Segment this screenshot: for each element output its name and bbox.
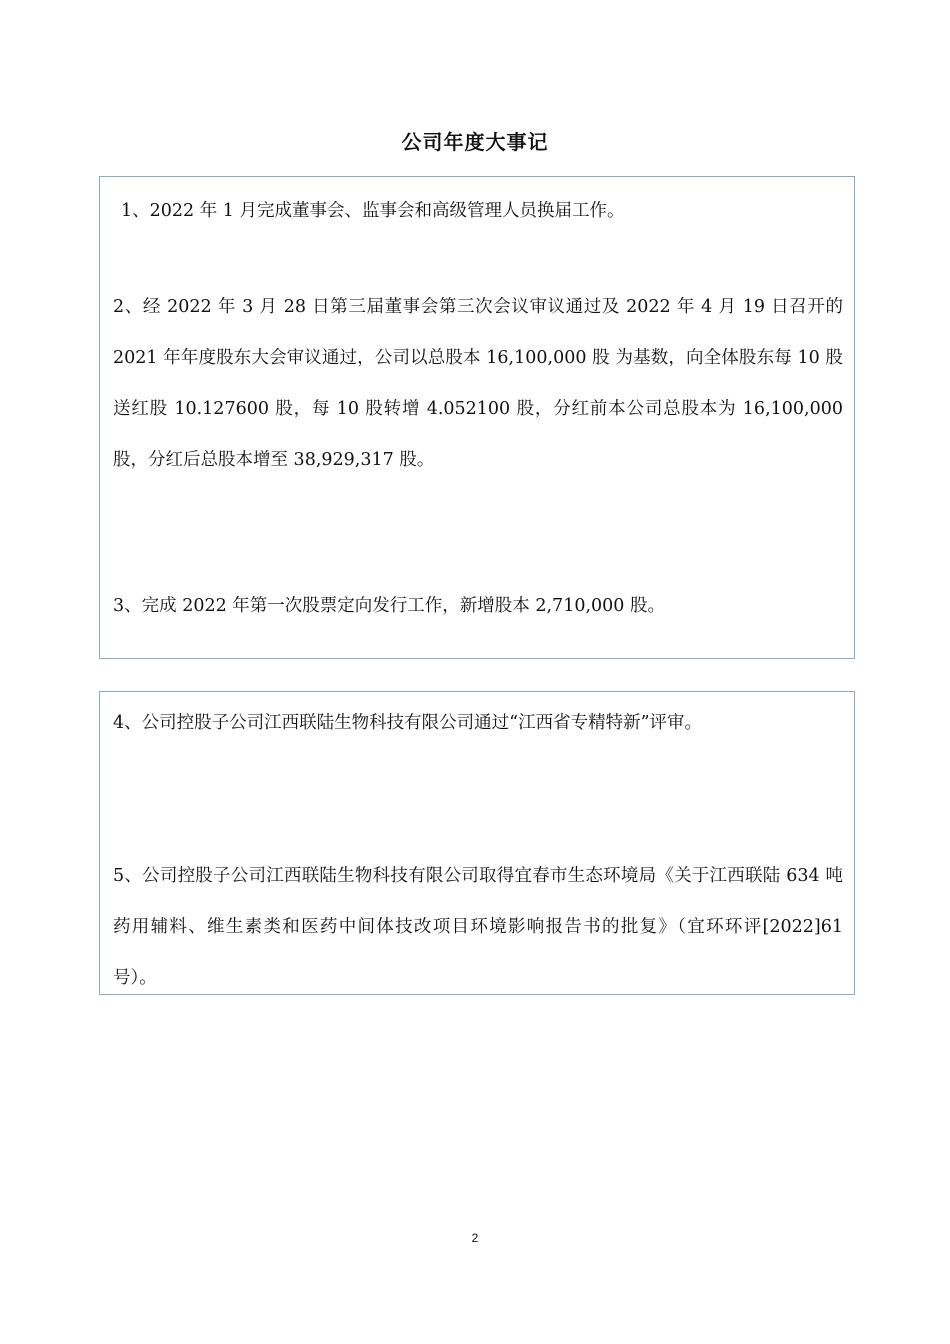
event-item-4: 4、公司控股子公司江西联陆生物科技有限公司通过“江西省专精特新”评审。 — [113, 713, 703, 733]
event-item-1: 1、2022 年 1 月完成董事会、监事会和高级管理人员换届工作。 — [121, 201, 625, 221]
event-item-5: 5、公司控股子公司江西联陆生物科技有限公司取得宜春市生态环境局《关于江西联陆 634 吨药用辅料、维生素类和医药中间体技改项目环境影响报告书的批复》（宜环环评[2022]61 号）。 — [113, 866, 843, 988]
event-item-3: 3、完成 2022 年第一次股票定向发行工作，新增股本 2,710,000 股。 — [113, 596, 665, 616]
page-number: 2 — [471, 1231, 479, 1245]
event-item-2: 2、经 2022 年 3 月 28 日第三届董事会第三次会议审议通过及 2022 年 4 月 19 日召开的 2021 年年度股东大会审议通过，公司以总股本 16,100,000 股 为基数，向全体股东每 10 股送红股 10.127600 股，每 10 股转增 4.052100 股，分红前本公司总股本为 16,100,000 股，分红后总股本增至 38,929,317 股。 — [113, 297, 843, 470]
page-title: 公司年度大事记 — [401, 130, 549, 154]
